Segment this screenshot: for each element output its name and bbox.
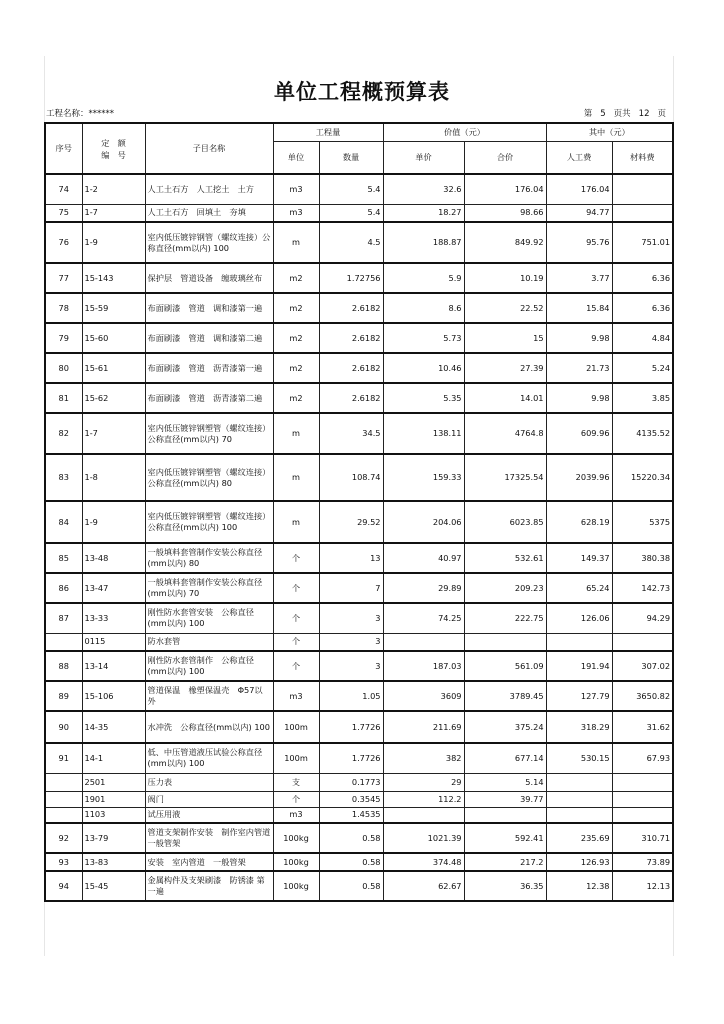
name-cell: 安装 室内管道 一般管架 — [145, 853, 273, 871]
name-cell: 刚性防水套管制作 公称直径(mm以内) 100 — [145, 651, 273, 681]
header-quantity-group: 工程量 — [273, 123, 383, 141]
seq-cell: 91 — [45, 743, 82, 773]
header-unit: 单位 — [273, 141, 319, 174]
code-cell: 14-35 — [82, 711, 145, 743]
material-cell — [612, 174, 673, 204]
seq-cell: 94 — [45, 871, 82, 901]
labor-cell: 628.19 — [546, 501, 612, 543]
table-row — [45, 204, 673, 222]
total-price-cell: 4764.8 — [464, 413, 546, 454]
total-price-cell: 5.14 — [464, 773, 546, 791]
seq-cell: 86 — [45, 573, 82, 603]
name-cell: 管道支架制作安装 制作室内管道 一般管架 — [145, 823, 273, 853]
material-cell: 6.36 — [612, 293, 673, 323]
code-cell: 13-83 — [82, 853, 145, 871]
code-cell: 0115 — [82, 633, 145, 651]
unit-price-cell: 5.73 — [383, 323, 464, 353]
code-cell: 1-7 — [82, 204, 145, 222]
name-cell: 布面刷漆 管道 调和漆第二遍 — [145, 323, 273, 353]
qty-cell: 34.5 — [319, 413, 383, 454]
page-indicator — [576, 107, 666, 119]
material-cell: 307.02 — [612, 651, 673, 681]
total-price-cell: 222.75 — [464, 603, 546, 633]
code-cell: 13-14 — [82, 651, 145, 681]
header-quantity: 数量 — [319, 141, 383, 174]
unit-price-cell: 3609 — [383, 681, 464, 711]
qty-cell: 5.4 — [319, 204, 383, 222]
unit-price-cell: 1021.39 — [383, 823, 464, 853]
header-labor: 人工费 — [546, 141, 612, 174]
labor-cell: 94.77 — [546, 204, 612, 222]
header-value-group: 价值（元） — [383, 123, 546, 141]
unit-price-cell: 29.89 — [383, 573, 464, 603]
total-price-cell: 375.24 — [464, 711, 546, 743]
unit-price-cell: 40.97 — [383, 543, 464, 573]
total-price-cell: 6023.85 — [464, 501, 546, 543]
name-cell: 阀门 — [145, 791, 273, 807]
page-label-di: 第 — [583, 109, 593, 119]
unit-cell: 100m — [273, 711, 319, 743]
unit-cell: 支 — [273, 773, 319, 791]
seq-cell — [45, 807, 82, 823]
seq-cell: 93 — [45, 853, 82, 871]
code-cell: 15-60 — [82, 323, 145, 353]
total-price-cell: 592.41 — [464, 823, 546, 853]
code-cell: 1901 — [82, 791, 145, 807]
material-cell: 142.73 — [612, 573, 673, 603]
qty-cell: 2.6182 — [319, 353, 383, 383]
total-price-cell: 176.04 — [464, 174, 546, 204]
page-title: 单位工程概预算表 — [274, 80, 450, 104]
qty-cell: 2.6182 — [319, 323, 383, 353]
qty-cell: 1.7726 — [319, 743, 383, 773]
labor-cell: 235.69 — [546, 823, 612, 853]
unit-price-cell: 188.87 — [383, 222, 464, 263]
code-cell: 15-106 — [82, 681, 145, 711]
table-row — [45, 383, 673, 413]
unit-price-cell: 382 — [383, 743, 464, 773]
total-price-cell: 39.77 — [464, 791, 546, 807]
unit-cell: 100kg — [273, 823, 319, 853]
total-price-cell: 98.66 — [464, 204, 546, 222]
material-cell: 3650.82 — [612, 681, 673, 711]
code-cell: 15-143 — [82, 263, 145, 293]
qty-cell: 4.5 — [319, 222, 383, 263]
seq-cell: 78 — [45, 293, 82, 323]
material-cell — [612, 773, 673, 791]
code-cell: 1-9 — [82, 501, 145, 543]
material-cell: 15220.34 — [612, 454, 673, 501]
code-cell: 13-47 — [82, 573, 145, 603]
name-cell: 刚性防水套管安装 公称直径(mm以内) 100 — [145, 603, 273, 633]
table-body — [45, 174, 673, 901]
table-row — [45, 454, 673, 501]
unit-cell: 个 — [273, 633, 319, 651]
table-row — [45, 711, 673, 743]
labor-cell: 15.84 — [546, 293, 612, 323]
page-current: 5 — [600, 109, 606, 119]
unit-price-cell: 187.03 — [383, 651, 464, 681]
unit-price-cell: 5.35 — [383, 383, 464, 413]
table-row — [45, 773, 673, 791]
seq-cell: 87 — [45, 603, 82, 633]
name-cell: 低、中压管道液压试验公称直径(mm以内) 100 — [145, 743, 273, 773]
total-price-cell: 209.23 — [464, 573, 546, 603]
table-row — [45, 501, 673, 543]
unit-price-cell: 204.06 — [383, 501, 464, 543]
code-cell: 13-33 — [82, 603, 145, 633]
unit-cell: m2 — [273, 353, 319, 383]
table-row — [45, 743, 673, 773]
qty-cell: 3 — [319, 633, 383, 651]
qty-cell: 3 — [319, 651, 383, 681]
unit-cell: 个 — [273, 543, 319, 573]
unit-cell: 个 — [273, 651, 319, 681]
seq-cell — [45, 791, 82, 807]
qty-cell: 2.6182 — [319, 383, 383, 413]
table-row — [45, 573, 673, 603]
unit-cell: m — [273, 222, 319, 263]
name-cell: 水冲洗 公称直径(mm以内) 100 — [145, 711, 273, 743]
labor-cell: 126.93 — [546, 853, 612, 871]
name-cell: 人工土石方 人工挖土 土方 — [145, 174, 273, 204]
code-cell: 15-61 — [82, 353, 145, 383]
material-cell: 12.13 — [612, 871, 673, 901]
name-cell: 试压用液 — [145, 807, 273, 823]
qty-cell: 5.4 — [319, 174, 383, 204]
budget-table — [44, 122, 674, 902]
table-row — [45, 651, 673, 681]
labor-cell — [546, 807, 612, 823]
name-cell: 室内低压镀锌钢管（螺纹连接）公称直径(mm以内) 100 — [145, 222, 273, 263]
material-cell: 5375 — [612, 501, 673, 543]
labor-cell: 149.37 — [546, 543, 612, 573]
seq-cell: 75 — [45, 204, 82, 222]
qty-cell: 0.3545 — [319, 791, 383, 807]
page-label-total: 页共 — [613, 109, 631, 119]
name-cell: 金属构件及支架刷漆 防锈漆 第一遍 — [145, 871, 273, 901]
total-price-cell: 22.52 — [464, 293, 546, 323]
name-cell: 人工土石方 回填土 夯填 — [145, 204, 273, 222]
total-price-cell — [464, 633, 546, 651]
labor-cell: 318.29 — [546, 711, 612, 743]
unit-cell: 100m — [273, 743, 319, 773]
code-cell: 15-59 — [82, 293, 145, 323]
seq-cell: 84 — [45, 501, 82, 543]
seq-cell: 90 — [45, 711, 82, 743]
table-row — [45, 807, 673, 823]
unit-cell: m3 — [273, 807, 319, 823]
name-cell: 管道保温 橡塑保温壳 Φ57以外 — [145, 681, 273, 711]
material-cell: 6.36 — [612, 263, 673, 293]
seq-cell: 85 — [45, 543, 82, 573]
header-of-which-group: 其中（元） — [546, 123, 673, 141]
qty-cell: 1.05 — [319, 681, 383, 711]
qty-cell: 0.1773 — [319, 773, 383, 791]
total-price-cell: 849.92 — [464, 222, 546, 263]
qty-cell: 1.72756 — [319, 263, 383, 293]
unit-cell: m — [273, 413, 319, 454]
unit-cell: m2 — [273, 293, 319, 323]
unit-price-cell: 62.67 — [383, 871, 464, 901]
name-cell: 布面刷漆 管道 沥青漆第二遍 — [145, 383, 273, 413]
unit-price-cell: 138.11 — [383, 413, 464, 454]
seq-cell — [45, 633, 82, 651]
unit-cell: 个 — [273, 791, 319, 807]
table-row — [45, 413, 673, 454]
labor-cell: 9.98 — [546, 383, 612, 413]
code-cell: 2501 — [82, 773, 145, 791]
unit-cell: 100kg — [273, 853, 319, 871]
qty-cell: 29.52 — [319, 501, 383, 543]
unit-cell: m — [273, 501, 319, 543]
name-cell: 室内低压镀锌钢塑管（螺纹连接）公称直径(mm以内) 70 — [145, 413, 273, 454]
total-price-cell: 532.61 — [464, 543, 546, 573]
material-cell: 67.93 — [612, 743, 673, 773]
total-price-cell: 10.19 — [464, 263, 546, 293]
unit-cell: m2 — [273, 323, 319, 353]
code-cell: 15-62 — [82, 383, 145, 413]
page-label-end: 页 — [657, 109, 666, 119]
qty-cell: 0.58 — [319, 823, 383, 853]
material-cell: 4.84 — [612, 323, 673, 353]
code-cell: 1-7 — [82, 413, 145, 454]
name-cell: 一般填料套管制作安装公称直径(mm以内) 70 — [145, 573, 273, 603]
unit-cell: 个 — [273, 603, 319, 633]
table-row — [45, 222, 673, 263]
seq-cell: 82 — [45, 413, 82, 454]
table-row — [45, 823, 673, 853]
total-price-cell: 3789.45 — [464, 681, 546, 711]
qty-cell: 1.7726 — [319, 711, 383, 743]
code-cell: 13-79 — [82, 823, 145, 853]
unit-price-cell — [383, 807, 464, 823]
code-cell: 1103 — [82, 807, 145, 823]
material-cell: 380.38 — [612, 543, 673, 573]
header-code-line1: 定 额 — [101, 137, 126, 148]
unit-price-cell: 29 — [383, 773, 464, 791]
seq-cell: 77 — [45, 263, 82, 293]
table-row — [45, 174, 673, 204]
labor-cell — [546, 633, 612, 651]
page-total: 12 — [638, 109, 650, 119]
unit-price-cell: 211.69 — [383, 711, 464, 743]
unit-price-cell: 112.2 — [383, 791, 464, 807]
total-price-cell: 27.39 — [464, 353, 546, 383]
labor-cell: 191.94 — [546, 651, 612, 681]
qty-cell: 108.74 — [319, 454, 383, 501]
seq-cell: 74 — [45, 174, 82, 204]
seq-cell: 83 — [45, 454, 82, 501]
code-cell: 1-8 — [82, 454, 145, 501]
table-row — [45, 853, 673, 871]
total-price-cell: 14.01 — [464, 383, 546, 413]
material-cell — [612, 633, 673, 651]
material-cell — [612, 807, 673, 823]
unit-cell: m — [273, 454, 319, 501]
header-code-line2: 编 号 — [101, 149, 126, 160]
name-cell: 一般填料套管制作安装公称直径(mm以内) 80 — [145, 543, 273, 573]
header-seq: 序号 — [45, 123, 82, 174]
total-price-cell: 217.2 — [464, 853, 546, 871]
material-cell — [612, 204, 673, 222]
total-price-cell: 561.09 — [464, 651, 546, 681]
unit-cell: 100kg — [273, 871, 319, 901]
qty-cell: 0.58 — [319, 853, 383, 871]
header-code — [82, 123, 145, 174]
code-cell: 13-48 — [82, 543, 145, 573]
table-row — [45, 603, 673, 633]
labor-cell — [546, 791, 612, 807]
seq-cell: 88 — [45, 651, 82, 681]
name-cell: 室内低压镀锌钢塑管（螺纹连接）公称直径(mm以内) 100 — [145, 501, 273, 543]
material-cell — [612, 791, 673, 807]
unit-price-cell: 10.46 — [383, 353, 464, 383]
labor-cell: 176.04 — [546, 174, 612, 204]
table-row — [45, 263, 673, 293]
header-total-price: 合价 — [464, 141, 546, 174]
name-cell: 防水套管 — [145, 633, 273, 651]
unit-price-cell: 374.48 — [383, 853, 464, 871]
material-cell: 751.01 — [612, 222, 673, 263]
labor-cell: 9.98 — [546, 323, 612, 353]
labor-cell: 3.77 — [546, 263, 612, 293]
code-cell: 15-45 — [82, 871, 145, 901]
labor-cell: 2039.96 — [546, 454, 612, 501]
qty-cell: 3 — [319, 603, 383, 633]
seq-cell: 89 — [45, 681, 82, 711]
qty-cell: 13 — [319, 543, 383, 573]
header-material: 材料费 — [612, 141, 673, 174]
total-price-cell: 17325.54 — [464, 454, 546, 501]
labor-cell: 65.24 — [546, 573, 612, 603]
total-price-cell: 36.35 — [464, 871, 546, 901]
code-cell: 1-2 — [82, 174, 145, 204]
seq-cell — [45, 773, 82, 791]
total-price-cell: 677.14 — [464, 743, 546, 773]
code-cell: 1-9 — [82, 222, 145, 263]
qty-cell: 1.4535 — [319, 807, 383, 823]
seq-cell: 92 — [45, 823, 82, 853]
unit-cell: m3 — [273, 204, 319, 222]
seq-cell: 81 — [45, 383, 82, 413]
labor-cell: 609.96 — [546, 413, 612, 454]
name-cell: 布面刷漆 管道 调和漆第一遍 — [145, 293, 273, 323]
labor-cell: 530.15 — [546, 743, 612, 773]
name-cell: 压力表 — [145, 773, 273, 791]
header-item-name: 子目名称 — [145, 123, 273, 174]
qty-cell: 7 — [319, 573, 383, 603]
table-row — [45, 293, 673, 323]
labor-cell: 21.73 — [546, 353, 612, 383]
table-row — [45, 543, 673, 573]
name-cell: 布面刷漆 管道 沥青漆第一遍 — [145, 353, 273, 383]
seq-cell: 76 — [45, 222, 82, 263]
unit-cell: 个 — [273, 573, 319, 603]
labor-cell: 126.06 — [546, 603, 612, 633]
labor-cell: 127.79 — [546, 681, 612, 711]
unit-price-cell: 8.6 — [383, 293, 464, 323]
unit-cell: m3 — [273, 174, 319, 204]
material-cell: 94.29 — [612, 603, 673, 633]
seq-cell: 80 — [45, 353, 82, 383]
material-cell: 5.24 — [612, 353, 673, 383]
material-cell: 3.85 — [612, 383, 673, 413]
project-name: 工程名称：****** — [46, 109, 115, 119]
unit-price-cell — [383, 633, 464, 651]
material-cell: 310.71 — [612, 823, 673, 853]
table-row — [45, 633, 673, 651]
unit-price-cell: 32.6 — [383, 174, 464, 204]
material-cell: 73.89 — [612, 853, 673, 871]
total-price-cell — [464, 807, 546, 823]
unit-price-cell: 159.33 — [383, 454, 464, 501]
qty-cell: 0.58 — [319, 871, 383, 901]
table-row — [45, 323, 673, 353]
table-row — [45, 791, 673, 807]
name-cell: 室内低压镀锌钢塑管（螺纹连接）公称直径(mm以内) 80 — [145, 454, 273, 501]
material-cell: 31.62 — [612, 711, 673, 743]
qty-cell: 2.6182 — [319, 293, 383, 323]
unit-price-cell: 18.27 — [383, 204, 464, 222]
labor-cell — [546, 773, 612, 791]
code-cell: 14-1 — [82, 743, 145, 773]
table-row — [45, 681, 673, 711]
labor-cell: 95.76 — [546, 222, 612, 263]
table-row — [45, 353, 673, 383]
labor-cell: 12.38 — [546, 871, 612, 901]
material-cell: 4135.52 — [612, 413, 673, 454]
unit-price-cell: 5.9 — [383, 263, 464, 293]
unit-cell: m2 — [273, 263, 319, 293]
seq-cell: 79 — [45, 323, 82, 353]
header-unit-price: 单价 — [383, 141, 464, 174]
table-row — [45, 871, 673, 901]
total-price-cell: 15 — [464, 323, 546, 353]
name-cell: 保护层 管道设备 缠玻璃丝布 — [145, 263, 273, 293]
unit-cell: m3 — [273, 681, 319, 711]
unit-price-cell: 74.25 — [383, 603, 464, 633]
unit-cell: m2 — [273, 383, 319, 413]
